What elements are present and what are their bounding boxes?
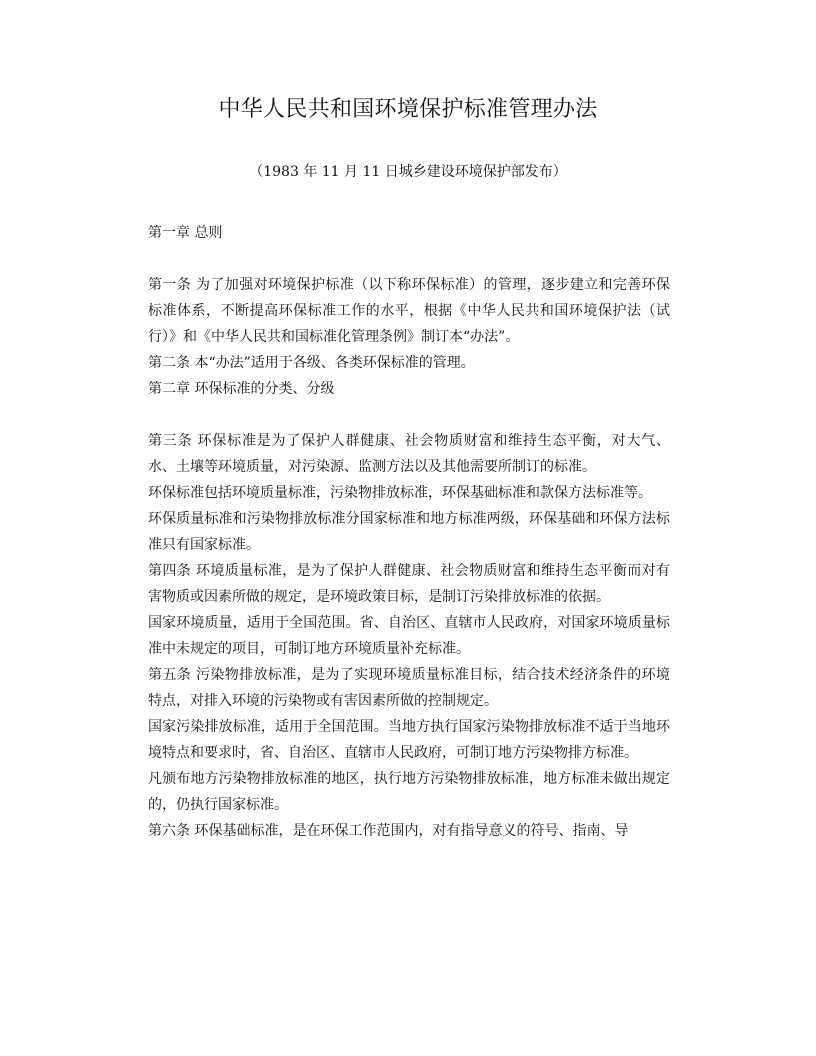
document-body	[148, 220, 670, 844]
article-2: 第二条 本“办法”适用于各级、各类环保标准的管理。	[148, 355, 475, 371]
article-3-paragraph-3: 环保质量标准和污染物排放标准分国家标准和地方标准两级，环保基础和环保方法标准只有国家标准。	[148, 511, 670, 553]
article-3: 第三条 环保标准是为了保护人群健康、社会物质财富和维持生态平衡，对大气、水、土壤等环境质量，对污染源、监测方法以及其他需要所制订的标准。	[148, 433, 670, 475]
chapter-2-heading: 第二章 环保标准的分类、分级	[148, 381, 335, 397]
article-4: 第四条 环境质量标准，是为了保护人群健康、社会物质财富和维持生态平衡而对有害物质或因素所做的规定，是环境政策目标，是制订污染排放标准的依据。	[148, 563, 670, 605]
article-6: 第六条 环保基础标准，是在环保工作范围内，对有指导意义的符号、指南、导	[148, 823, 629, 839]
chapter-1-heading: 第一章 总则	[148, 225, 223, 241]
article-5-paragraph-2: 国家污染排放标准，适用于全国范围。当地方执行国家污染物排放标准不适于当地环境特点和要求时，省、自治区、直辖市人民政府，可制订地方污染物排方标准。	[148, 719, 670, 761]
article-5: 第五条 污染物排放标准，是为了实现环境质量标准目标，结合技术经济条件的环境特点，对排入环境的污染物或有害因素所做的控制规定。	[148, 667, 670, 709]
article-4-paragraph-2: 国家环境质量，适用于全国范围。省、自治区、直辖市人民政府，对国家环境质量标准中未规定的项目，可制订地方环境质量补充标准。	[148, 615, 670, 657]
document-subtitle: （1983 年 11 月 11 日城乡建设环境保护部发布）	[249, 164, 567, 180]
article-5-paragraph-3: 凡颁布地方污染物排放标准的地区，执行地方污染物排放标准，地方标准未做出规定的，仍执行国家标准。	[148, 771, 670, 813]
article-1: 第一条 为了加强对环境保护标准（以下称环保标准）的管理，逐步建立和完善环保标准体系，不断提高环保标准工作的水平，根据《中华人民共和国环境保护法（试行）》和《中华人民共和国标准化管理条例》制订本“办法”。	[148, 277, 670, 345]
article-3-paragraph-2: 环保标准包括环境质量标准，污染物排放标准，环保基础标准和款保方法标准等。	[148, 485, 652, 501]
document-title: 中华人民共和国环境保护标准管理办法	[218, 97, 598, 122]
